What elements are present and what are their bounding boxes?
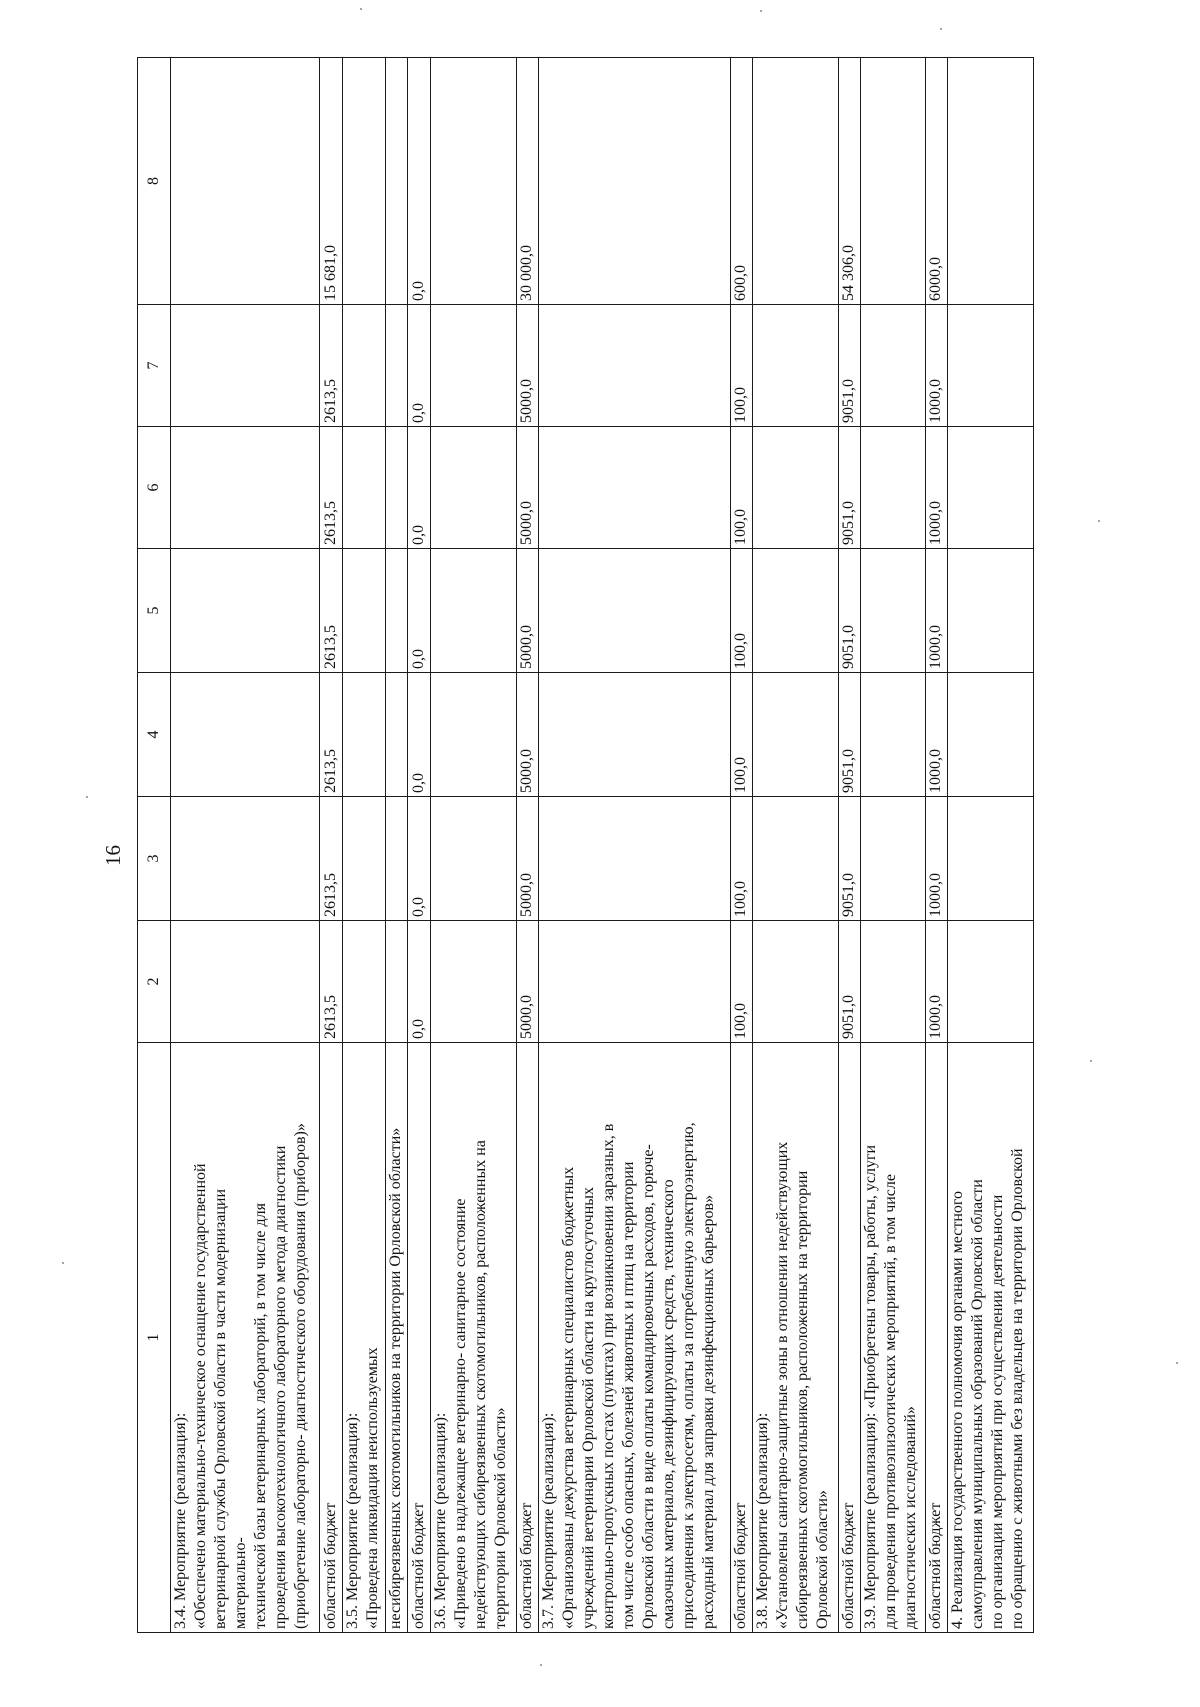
description-line: 3.9. Мероприятие (реализация): «Приобретены товары, работы, услуги: [862, 1144, 880, 1629]
budget-value: 1000,0: [925, 673, 947, 797]
measure-description: [861, 1043, 926, 1633]
budget-label: областной бюджет: [730, 1043, 752, 1633]
budget-value: 9051,0: [838, 921, 860, 1043]
budget-value: 2613,5: [320, 797, 342, 921]
empty-cell: [170, 305, 320, 427]
empty-cell: [386, 549, 408, 673]
empty-cell: [861, 549, 926, 673]
description-line: по обращению с животными без владельцев на территории Орловской: [1009, 1148, 1027, 1629]
budget-value: 600,0: [730, 58, 752, 305]
description-line: «Установлены санитарно-защитные зоны в отношении недействующих: [773, 1141, 791, 1629]
description-line: «Проведена ликвидация неиспользуемых: [363, 1347, 381, 1629]
empty-cell: [430, 305, 516, 427]
header-cell: 6: [138, 427, 171, 549]
description-line: проведения высокотехнологичного лабораторного метода диагностики: [271, 1145, 289, 1629]
empty-cell: [386, 305, 408, 427]
empty-cell: [342, 673, 385, 797]
measure-row: [948, 58, 1034, 1633]
description-line: 3.8. Мероприятие (реализация):: [753, 1412, 771, 1629]
description-line: смазочных материалов, дезинфицирующих средств, технического: [659, 1179, 677, 1629]
empty-cell: [948, 427, 1034, 549]
description-line: материально-: [231, 1537, 249, 1629]
page-number: 16: [101, 845, 125, 866]
measure-description: [752, 1043, 838, 1633]
empty-cell: [538, 673, 730, 797]
measure-row: [342, 58, 385, 1633]
empty-cell: [342, 921, 385, 1043]
header-cell: 2: [138, 921, 171, 1043]
empty-cell: [170, 797, 320, 921]
budget-value: 5000,0: [516, 797, 538, 921]
budget-value: 2613,5: [320, 427, 342, 549]
description-line: территории Орловской области»: [491, 1407, 509, 1629]
budget-row: [516, 58, 538, 1633]
table-body: [138, 58, 1034, 1633]
header-cell: 5: [138, 549, 171, 673]
empty-cell: [342, 58, 385, 305]
budget-value: 9051,0: [838, 549, 860, 673]
description-line: 4. Реализация государственного полномочия органами местного: [949, 1190, 967, 1629]
empty-cell: [752, 797, 838, 921]
empty-cell: [948, 797, 1034, 921]
budget-value: 0,0: [408, 427, 430, 549]
measure-row: [538, 58, 730, 1633]
budget-value: 15 681,0: [320, 58, 342, 305]
empty-cell: [861, 797, 926, 921]
measure-row: [386, 58, 408, 1633]
empty-cell: [752, 673, 838, 797]
empty-cell: [861, 305, 926, 427]
empty-cell: [430, 427, 516, 549]
description-line: технической базы ветеринарных лабораторий, в том числе для: [251, 1203, 269, 1629]
empty-cell: [538, 797, 730, 921]
header-cell: 1: [138, 1043, 171, 1633]
empty-cell: [170, 673, 320, 797]
scan-speck: [1090, 1060, 1092, 1062]
budget-value: 0,0: [408, 305, 430, 427]
measure-row: [170, 58, 320, 1633]
description-line: 3.5. Мероприятие (реализация):: [343, 1412, 361, 1629]
budget-value: 5000,0: [516, 673, 538, 797]
budget-label: областной бюджет: [320, 1043, 342, 1633]
empty-cell: [342, 305, 385, 427]
description-line: 3.4. Мероприятие (реализация):: [171, 1412, 189, 1629]
budget-label: областной бюджет: [516, 1043, 538, 1633]
empty-cell: [170, 921, 320, 1043]
measure-description: [342, 1043, 385, 1633]
budget-value: 9051,0: [838, 797, 860, 921]
empty-cell: [752, 58, 838, 305]
budget-value: 1000,0: [925, 549, 947, 673]
budget-value: 30 000,0: [516, 58, 538, 305]
empty-cell: [538, 427, 730, 549]
budget-value: 9051,0: [838, 427, 860, 549]
scan-speck: [360, 8, 362, 10]
header-cell: 3: [138, 797, 171, 921]
scan-speck: [760, 10, 762, 12]
description-line: учреждений ветеринарии Орловской области на круглосуточных: [579, 1186, 597, 1629]
description-line: по организации мероприятий при осуществлении деятельности: [989, 1194, 1007, 1629]
budget-value: 9051,0: [838, 305, 860, 427]
empty-cell: [430, 58, 516, 305]
empty-cell: [861, 673, 926, 797]
budget-value: 0,0: [408, 549, 430, 673]
scan-speck: [86, 796, 88, 798]
budget-value: 0,0: [408, 921, 430, 1043]
empty-cell: [948, 305, 1034, 427]
empty-cell: [538, 549, 730, 673]
scan-speck: [62, 1262, 64, 1264]
measure-row: [430, 58, 516, 1633]
empty-cell: [861, 427, 926, 549]
description-line: 3.7. Мероприятие (реализация):: [539, 1412, 557, 1629]
scan-speck: [1098, 520, 1100, 522]
empty-cell: [538, 921, 730, 1043]
empty-cell: [752, 921, 838, 1043]
empty-cell: [386, 673, 408, 797]
description-line: «Организованы дежурства ветеринарных специалистов бюджетных: [559, 1166, 577, 1629]
budget-value: 2613,5: [320, 921, 342, 1043]
budget-label: областной бюджет: [408, 1043, 430, 1633]
description-line: Орловской области в виде оплаты командировочных расходов, горюче-: [639, 1144, 657, 1629]
description-line: сибиреязвенных скотомогильников, расположенных на территории: [793, 1170, 811, 1629]
budget-value: 0,0: [408, 58, 430, 305]
empty-cell: [386, 58, 408, 305]
budget-value: 2613,5: [320, 673, 342, 797]
description-line: самоуправления муниципальных образований Орловской области: [969, 1179, 987, 1629]
description-line: недействующих сибиреязвенных скотомогильников, расположенных на: [471, 1140, 489, 1629]
scan-speck: [540, 1664, 542, 1666]
budget-value: 6000,0: [925, 58, 947, 305]
empty-cell: [752, 305, 838, 427]
description-line: «Обеспечено материально-техническое оснащение государственной: [191, 1163, 209, 1629]
budget-value: 100,0: [730, 427, 752, 549]
scan-speck: [1176, 1362, 1178, 1364]
empty-cell: [538, 305, 730, 427]
description-line: диагностических исследований»: [902, 1406, 920, 1629]
budget-value: 5000,0: [516, 427, 538, 549]
empty-cell: [430, 549, 516, 673]
header-row: [138, 58, 171, 1633]
budget-value: 2613,5: [320, 549, 342, 673]
empty-cell: [430, 921, 516, 1043]
budget-value: 1000,0: [925, 305, 947, 427]
empty-cell: [948, 921, 1034, 1043]
empty-cell: [948, 58, 1034, 305]
empty-cell: [861, 921, 926, 1043]
budget-value: 5000,0: [516, 305, 538, 427]
description-line: ветеринарной службы Орловской области в части модернизации: [211, 1188, 229, 1629]
measure-description: [538, 1043, 730, 1633]
description-line: «Приведено в надлежащее ветеринарно- санитарное состояние: [451, 1198, 469, 1629]
budget-row: [320, 58, 342, 1633]
description-line: Орловской области»: [813, 1490, 831, 1629]
header-cell: 4: [138, 673, 171, 797]
empty-cell: [386, 427, 408, 549]
budget-row: [408, 58, 430, 1633]
empty-cell: [170, 58, 320, 305]
empty-cell: [430, 673, 516, 797]
scan-speck: [940, 28, 942, 30]
measure-description: [430, 1043, 516, 1633]
measure-description: [386, 1043, 408, 1633]
empty-cell: [861, 58, 926, 305]
description-line: расходный материал для заправки дезинфекционных барьеров»: [699, 1194, 717, 1629]
description-line: 3.6. Мероприятие (реализация):: [431, 1412, 449, 1629]
budget-value: 1000,0: [925, 797, 947, 921]
budget-label: областной бюджет: [925, 1043, 947, 1633]
description-line: несибиреязвенных скотомогильников на территории Орловской области»: [387, 1127, 405, 1629]
budget-value: 100,0: [730, 921, 752, 1043]
empty-cell: [342, 549, 385, 673]
empty-cell: [342, 427, 385, 549]
measure-row: [861, 58, 926, 1633]
budget-label: областной бюджет: [838, 1043, 860, 1633]
rotated-table-container: [137, 58, 1034, 1633]
empty-cell: [538, 58, 730, 305]
empty-cell: [752, 549, 838, 673]
budget-row: [838, 58, 860, 1633]
budget-value: 100,0: [730, 549, 752, 673]
description-line: контрольно-пропускных постах (пунктах) при возникновении заразных, в: [599, 1123, 617, 1629]
measure-row: [752, 58, 838, 1633]
budget-value: 1000,0: [925, 427, 947, 549]
budget-value: 1000,0: [925, 921, 947, 1043]
header-cell: 7: [138, 305, 171, 427]
description-line: присоединения к электросетям, оплаты за потребленную электроэнергию,: [679, 1122, 697, 1629]
budget-row: [730, 58, 752, 1633]
empty-cell: [752, 427, 838, 549]
measure-description: [948, 1043, 1034, 1633]
budget-row: [925, 58, 947, 1633]
empty-cell: [342, 797, 385, 921]
budget-value: 100,0: [730, 797, 752, 921]
empty-cell: [170, 427, 320, 549]
budget-value: 9051,0: [838, 673, 860, 797]
empty-cell: [948, 549, 1034, 673]
budget-value: 54 306,0: [838, 58, 860, 305]
empty-cell: [170, 549, 320, 673]
description-line: том числе особо опасных, болезней животных и птиц на территории: [619, 1161, 637, 1629]
budget-value: 5000,0: [516, 921, 538, 1043]
description-line: (приобретение лабораторно- диагностического оборудования (приборов)»: [291, 1123, 309, 1629]
budget-value: 0,0: [408, 673, 430, 797]
description-line: для проведения противоэпизоотических мероприятий, в том числе: [882, 1174, 900, 1629]
empty-cell: [948, 673, 1034, 797]
budget-value: 100,0: [730, 305, 752, 427]
empty-cell: [430, 797, 516, 921]
budget-table: [137, 57, 1034, 1633]
empty-cell: [386, 921, 408, 1043]
budget-value: 0,0: [408, 797, 430, 921]
measure-description: [170, 1043, 320, 1633]
budget-value: 5000,0: [516, 549, 538, 673]
empty-cell: [386, 797, 408, 921]
budget-value: 100,0: [730, 673, 752, 797]
budget-value: 2613,5: [320, 305, 342, 427]
header-cell: 8: [138, 58, 171, 305]
